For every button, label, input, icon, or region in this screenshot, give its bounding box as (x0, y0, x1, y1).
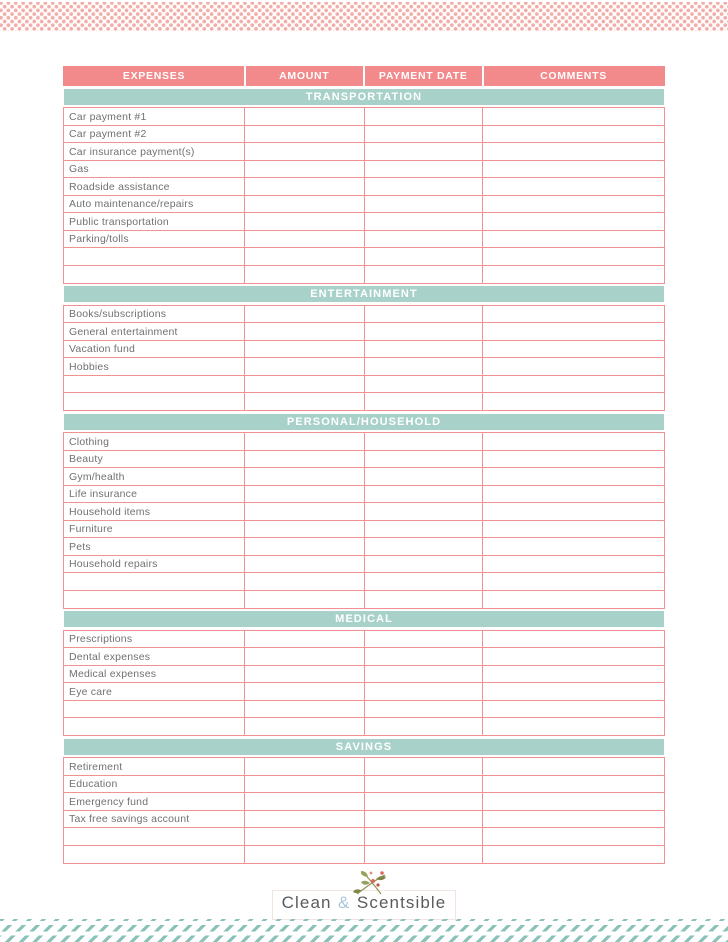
table-row (63, 810, 665, 829)
expense-label-cell: Vacation fund (64, 341, 245, 358)
expense-label-cell: Parking/tolls (64, 231, 245, 248)
payment-date-cell (365, 161, 484, 178)
amount-cell (245, 108, 365, 125)
payment-date-cell (365, 556, 484, 573)
expense-label-cell: Public transportation (64, 213, 245, 230)
comments-cell (483, 683, 664, 700)
comments-cell (483, 793, 664, 810)
amount-cell (245, 376, 365, 393)
payment-date-cell (365, 573, 484, 590)
payment-date-cell (365, 701, 484, 718)
comments-cell (483, 231, 664, 248)
section-title: MEDICAL (335, 613, 393, 625)
table-row (63, 555, 665, 574)
comments-cell (483, 126, 664, 143)
payment-date-cell (365, 631, 484, 648)
amount-cell (245, 341, 365, 358)
section-header-personal-household (64, 414, 664, 430)
table-header-row (63, 66, 665, 86)
expense-label-cell: Emergency fund (64, 793, 245, 810)
table-row (63, 265, 665, 284)
expense-label-cell: Books/subscriptions (64, 306, 245, 323)
table-row (63, 340, 665, 359)
expense-label-cell: Household items (64, 503, 245, 520)
polka-dot-border (0, 2, 728, 31)
table-row (63, 520, 665, 539)
table-row (63, 775, 665, 794)
expense-label-cell: Car insurance payment(s) (64, 143, 245, 160)
expense-label-cell (64, 591, 245, 608)
comments-cell (483, 108, 664, 125)
comments-cell (483, 196, 664, 213)
amount-cell (245, 793, 365, 810)
amount-cell (245, 701, 365, 718)
payment-date-cell (365, 433, 484, 450)
amount-cell (245, 718, 365, 735)
expense-label-cell (64, 701, 245, 718)
table-row (63, 572, 665, 591)
expense-label-cell (64, 718, 245, 735)
table-row (63, 827, 665, 846)
floral-sprig-icon (351, 869, 391, 897)
payment-date-cell (365, 306, 484, 323)
comments-cell (483, 451, 664, 468)
table-row (63, 160, 665, 179)
table-row (63, 392, 665, 411)
payment-date-cell (365, 341, 484, 358)
comments-cell (483, 143, 664, 160)
payment-date-cell (365, 213, 484, 230)
expense-label-cell (64, 376, 245, 393)
table-row (63, 322, 665, 341)
comments-cell (483, 468, 664, 485)
comments-cell (483, 846, 664, 863)
comments-cell (483, 213, 664, 230)
amount-cell (245, 683, 365, 700)
expense-label-cell: Clothing (64, 433, 245, 450)
column-header-comments: COMMENTS (540, 70, 607, 82)
comments-cell (483, 376, 664, 393)
comments-cell (483, 393, 664, 410)
comments-cell (483, 811, 664, 828)
table-row (63, 212, 665, 231)
expense-label-cell (64, 846, 245, 863)
comments-cell (483, 306, 664, 323)
brand-name-scentsible: Scentsible (356, 893, 447, 912)
amount-cell (245, 468, 365, 485)
comments-cell (483, 776, 664, 793)
comments-cell (483, 266, 664, 283)
comments-cell (483, 573, 664, 590)
table-row (63, 450, 665, 469)
section-title: PERSONAL/HOUSEHOLD (286, 415, 442, 428)
comments-cell (483, 701, 664, 718)
diagonal-stripe-border (0, 919, 728, 942)
payment-date-cell (365, 126, 484, 143)
amount-cell (245, 591, 365, 608)
expense-label-cell: Car payment #2 (64, 126, 245, 143)
expense-label-cell: Life insurance (64, 486, 245, 503)
table-row (63, 502, 665, 521)
amount-cell (245, 248, 365, 265)
payment-date-cell (365, 521, 484, 538)
table-row (63, 700, 665, 719)
amount-cell (245, 573, 365, 590)
payment-date-cell (365, 718, 484, 735)
section-title: ENTERTAINMENT (310, 288, 418, 300)
amount-cell (245, 631, 365, 648)
amount-cell (245, 451, 365, 468)
payment-date-cell (365, 648, 484, 665)
expense-label-cell: Gym/health (64, 468, 245, 485)
payment-date-cell (365, 811, 484, 828)
payment-date-cell (365, 196, 484, 213)
expense-label-cell (64, 248, 245, 265)
section-header-entertainment (64, 286, 664, 302)
amount-cell (245, 266, 365, 283)
amount-cell (245, 811, 365, 828)
brand-name-clean: Clean (281, 893, 332, 912)
amount-cell (245, 828, 365, 845)
payment-date-cell (365, 231, 484, 248)
payment-date-cell (365, 108, 484, 125)
expense-label-cell: Household repairs (64, 556, 245, 573)
table-row (63, 195, 665, 214)
payment-date-cell (365, 503, 484, 520)
table-row (63, 125, 665, 144)
expense-label-cell: Gas (64, 161, 245, 178)
table-row (63, 537, 665, 556)
payment-date-cell (365, 323, 484, 340)
payment-date-cell (365, 358, 484, 375)
amount-cell (245, 846, 365, 863)
column-header-expenses: EXPENSES (65, 66, 246, 86)
comments-cell (483, 433, 664, 450)
amount-cell (245, 538, 365, 555)
amount-cell (245, 161, 365, 178)
amount-cell (245, 178, 365, 195)
expense-label-cell: Roadside assistance (64, 178, 245, 195)
comments-cell (483, 666, 664, 683)
table-row (63, 177, 665, 196)
expense-label-cell: General entertainment (64, 323, 245, 340)
table-row (63, 142, 665, 161)
amount-cell (245, 556, 365, 573)
expense-label-cell: Furniture (64, 521, 245, 538)
table-row (63, 845, 665, 864)
comments-cell (483, 323, 664, 340)
payment-date-cell (365, 591, 484, 608)
amount-cell (245, 776, 365, 793)
expense-label-cell: Tax free savings account (64, 811, 245, 828)
table-row (63, 647, 665, 666)
amount-cell (245, 521, 365, 538)
payment-date-cell (365, 828, 484, 845)
payment-date-cell (365, 486, 484, 503)
table-row (63, 357, 665, 376)
expense-label-cell: Medical expenses (64, 666, 245, 683)
expense-label-cell: Prescriptions (64, 631, 245, 648)
comments-cell (483, 556, 664, 573)
amount-cell (245, 196, 365, 213)
table-body (63, 89, 665, 864)
amount-cell (245, 433, 365, 450)
table-row (63, 590, 665, 609)
payment-date-cell (365, 451, 484, 468)
table-row (63, 485, 665, 504)
expense-label-cell: Retirement (64, 758, 245, 775)
expense-label-cell (64, 266, 245, 283)
table-row (63, 247, 665, 266)
comments-cell (483, 341, 664, 358)
table-row (63, 717, 665, 736)
payment-date-cell (365, 683, 484, 700)
payment-date-cell (365, 793, 484, 810)
amount-cell (245, 503, 365, 520)
table-row (63, 230, 665, 249)
table-row (63, 467, 665, 486)
brand-ampersand: & (338, 893, 351, 912)
table-row (63, 432, 665, 451)
section-header-savings (64, 739, 664, 755)
table-row (63, 630, 665, 649)
comments-cell (483, 358, 664, 375)
expense-label-cell (64, 828, 245, 845)
column-header-payment-date: PAYMENT DATE (365, 66, 484, 86)
section-title: TRANSPORTATION (305, 90, 423, 103)
payment-date-cell (365, 758, 484, 775)
payment-date-cell (365, 846, 484, 863)
section-header-transportation (64, 89, 664, 105)
amount-cell (245, 126, 365, 143)
column-header-amount: AMOUNT (246, 66, 366, 86)
expense-label-cell: Education (64, 776, 245, 793)
comments-cell (483, 248, 664, 265)
table-row (63, 757, 665, 776)
amount-cell (245, 648, 365, 665)
amount-cell (245, 358, 365, 375)
payment-date-cell (365, 248, 484, 265)
amount-cell (245, 306, 365, 323)
comments-cell (483, 828, 664, 845)
comments-cell (483, 591, 664, 608)
comments-cell (483, 631, 664, 648)
expense-label-cell: Hobbies (64, 358, 245, 375)
expense-label-cell (64, 393, 245, 410)
payment-date-cell (365, 178, 484, 195)
comments-cell (483, 718, 664, 735)
comments-cell (483, 521, 664, 538)
expense-label-cell: Eye care (64, 683, 245, 700)
comments-cell (483, 161, 664, 178)
amount-cell (245, 758, 365, 775)
expense-label-cell: Beauty (64, 451, 245, 468)
section-title: SAVINGS (335, 740, 393, 753)
payment-date-cell (365, 776, 484, 793)
comments-cell (483, 648, 664, 665)
amount-cell (245, 323, 365, 340)
table-row (63, 665, 665, 684)
payment-date-cell (365, 266, 484, 283)
brand-logo (0, 869, 728, 920)
payment-date-cell (365, 393, 484, 410)
payment-date-cell (365, 468, 484, 485)
comments-cell (483, 503, 664, 520)
comments-cell (483, 538, 664, 555)
expense-label-cell (64, 573, 245, 590)
payment-date-cell (365, 538, 484, 555)
table-row (63, 792, 665, 811)
expense-label-cell: Auto maintenance/repairs (64, 196, 245, 213)
expense-label-cell: Car payment #1 (64, 108, 245, 125)
comments-cell (483, 178, 664, 195)
expense-table (63, 66, 665, 864)
payment-date-cell (365, 143, 484, 160)
section-header-medical (64, 611, 664, 627)
expense-label-cell: Pets (64, 538, 245, 555)
amount-cell (245, 666, 365, 683)
amount-cell (245, 143, 365, 160)
table-row (63, 305, 665, 324)
payment-date-cell (365, 666, 484, 683)
comments-cell (483, 758, 664, 775)
expense-label-cell: Dental expenses (64, 648, 245, 665)
comments-cell (483, 486, 664, 503)
table-row (63, 375, 665, 394)
amount-cell (245, 213, 365, 230)
table-row (63, 682, 665, 701)
amount-cell (245, 393, 365, 410)
table-row (63, 107, 665, 126)
amount-cell (245, 486, 365, 503)
amount-cell (245, 231, 365, 248)
payment-date-cell (365, 376, 484, 393)
